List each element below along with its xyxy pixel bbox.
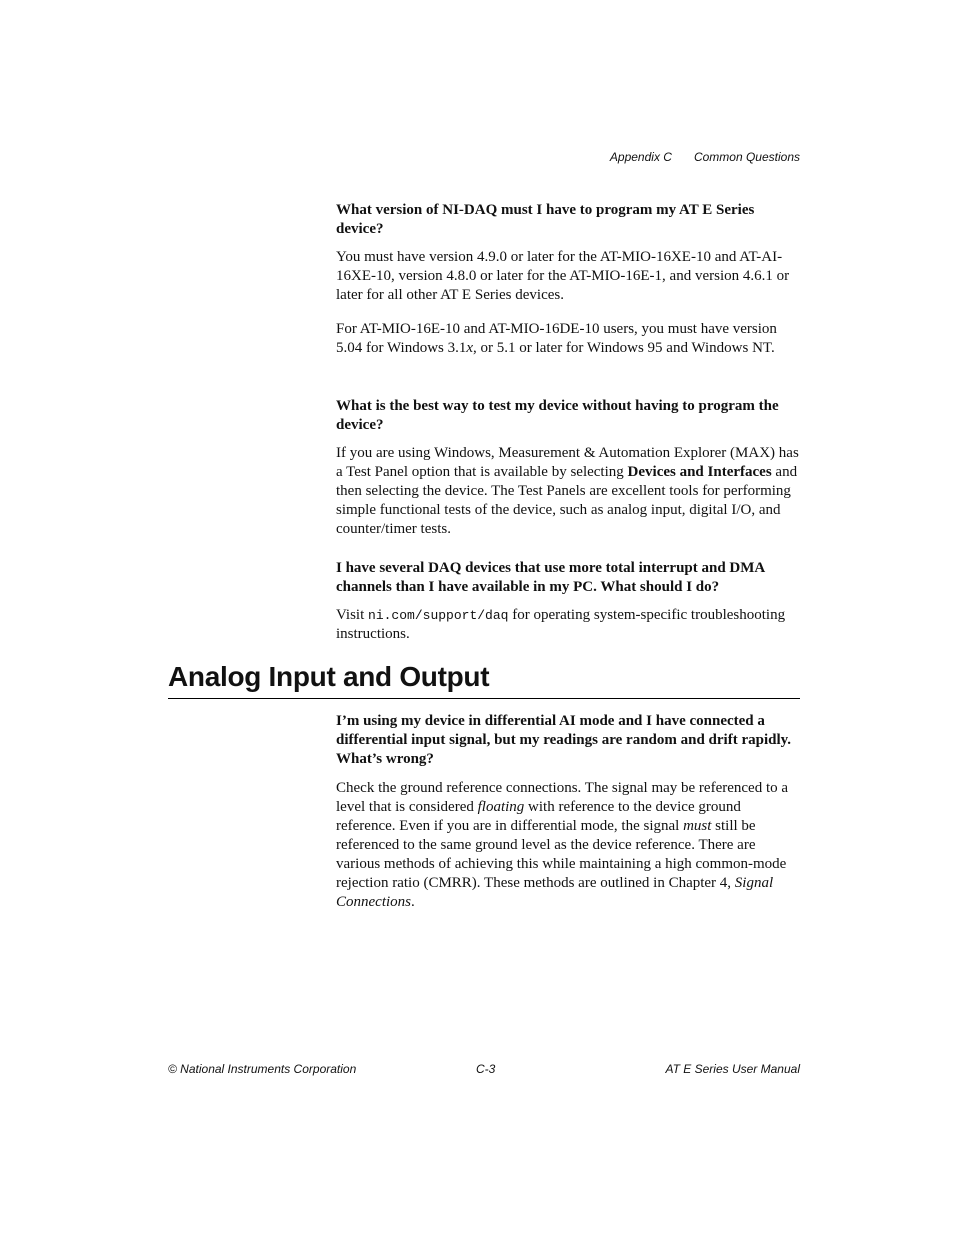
section-heading: Analog Input and Output: [168, 658, 800, 699]
answer-text: and then selecting the device. The Test Panels are excellent tools for performing simple functional tests of the device, such as analog input, digital I/O, and counter/timer tests.: [336, 464, 798, 537]
answer-paragraph: [336, 779, 802, 912]
menu-path-text: Devices and Interfaces: [627, 464, 772, 480]
footer-manual-title: AT E Series User Manual: [665, 1062, 800, 1076]
chapter-reference-link[interactable]: Signal Connections: [336, 875, 774, 910]
question-heading: I’m using my device in differential AI mode and I have connected a differential input signal, but my readings are random and drift rapidly. What’s wrong?: [336, 713, 792, 767]
question-heading: What is the best way to test my device without having to program the device?: [336, 398, 779, 433]
answer-paragraph: [336, 320, 802, 358]
answer-text: If you are using Windows, Measurement & Automation Explorer (MAX) has a Test Panel option that is available by selecting: [336, 445, 799, 480]
faq-item-ni-daq-version: [336, 201, 802, 358]
answer-text: still be referenced to the same ground level as the device reference. There are various methods of achieving this while maintaining a high common-mode rejection ratio (CMRR). These methods are outlined in Chapter 4,: [336, 818, 787, 891]
header-section: Appendix C: [609, 150, 672, 164]
faq-item-interrupt-dma: [336, 559, 802, 644]
question-heading: I have several DAQ devices that use more total interrupt and DMA channels than I have available in my PC. What should I do?: [336, 560, 765, 595]
answer-text: , or 5.1 or later for Windows 95 and Windows NT.: [473, 340, 775, 356]
answer-text: Visit: [336, 607, 369, 623]
answer-paragraph: [336, 606, 802, 644]
answer-paragraph: [336, 248, 802, 305]
running-header: [610, 150, 800, 164]
answer-text: for operating system-specific troubleshooting instructions.: [336, 607, 786, 642]
answer-text: with reference to the device ground reference. Even if you are in differential mode, the signal: [336, 799, 741, 834]
question-heading: What version of NI-DAQ must I have to program my AT E Series device?: [336, 202, 755, 237]
answer-text: .: [411, 894, 415, 910]
support-url-link[interactable]: ni.com/support/daq: [368, 608, 509, 623]
footer-page-number: C-3: [476, 1062, 496, 1076]
answer-text: For AT-MIO-16E-10 and AT-MIO-16DE-10 users, you must have version 5.04 for Windows 3.1: [336, 321, 777, 356]
italic-text: x: [466, 340, 474, 356]
answer-text: You must have version 4.9.0 or later for the AT-MIO-16XE-10 and AT-AI-16XE-10, version 4.8.0 or later for the AT-MIO-16E-1, and version 4.6.1 or later for all other AT E Series devices.: [336, 249, 790, 303]
faq-item-test-device: [336, 397, 802, 539]
answer-paragraph: [336, 444, 802, 539]
faq-item-differential-ai: [336, 712, 802, 912]
header-title: Common Questions: [693, 150, 800, 164]
italic-text: floating: [477, 799, 525, 815]
footer-copyright: © National Instruments Corporation: [168, 1062, 357, 1076]
italic-text: must: [683, 818, 712, 834]
answer-text: Check the ground reference connections. The signal may be referenced to a level that is considered: [336, 780, 789, 815]
